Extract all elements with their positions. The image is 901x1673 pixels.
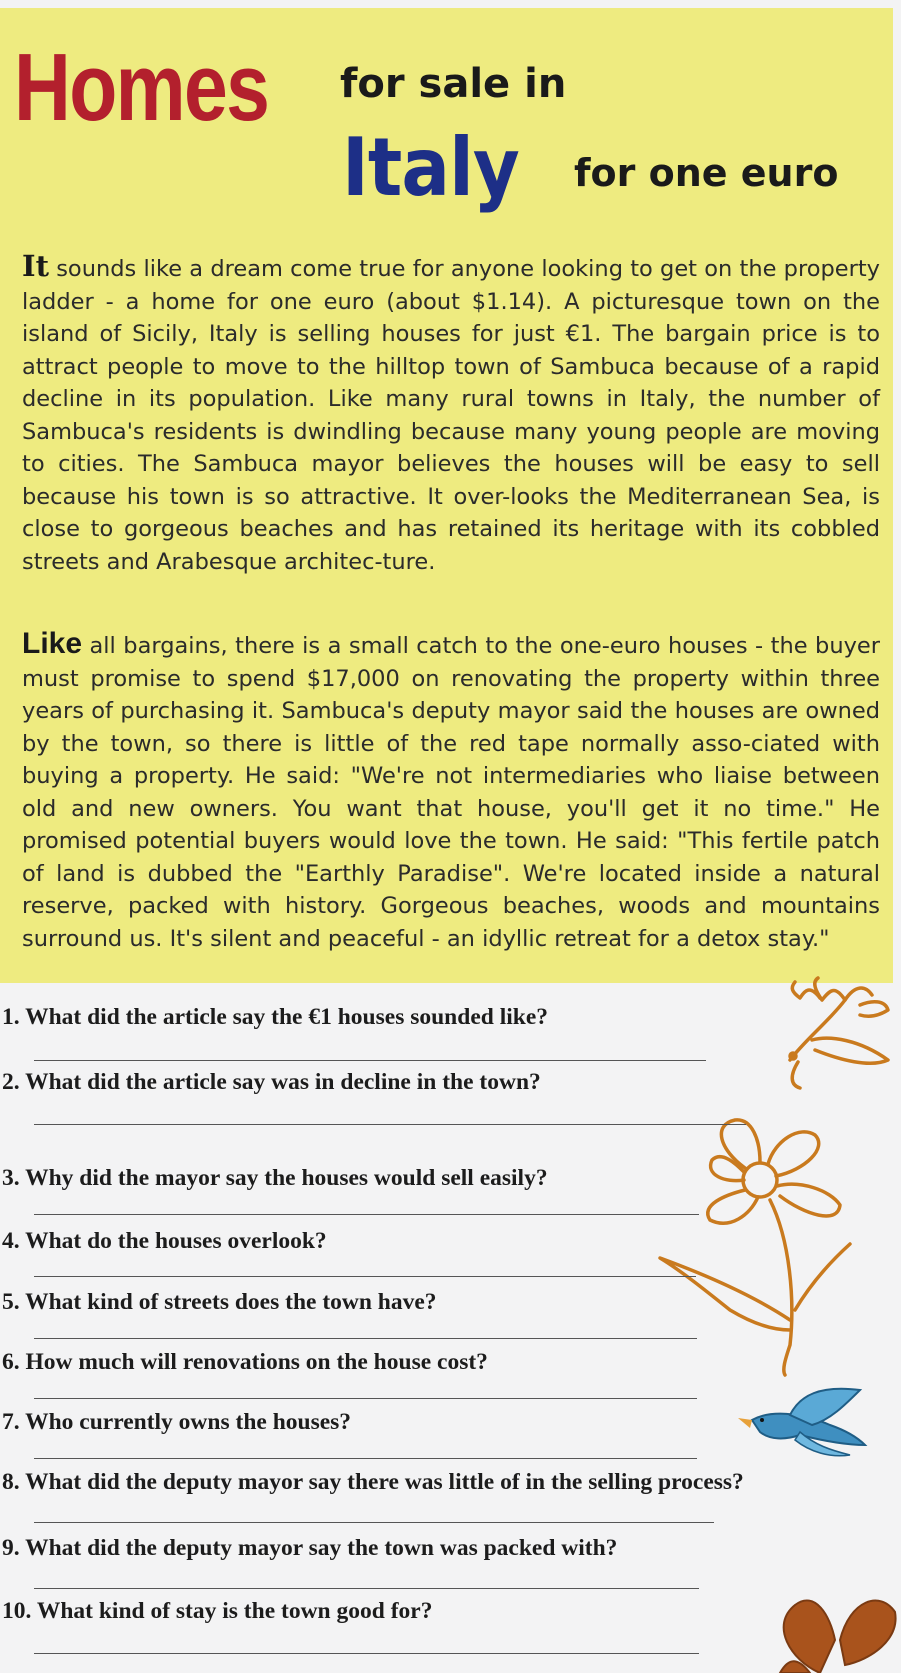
paragraph-1-text: sounds like a dream come true for anyone looking to get on the property ladder - a home for one euro (about $1.14). A picturesque town on the island of Sicily, Italy is selling houses for just €1. The bargain price is to attract people to move to the hilltop town of Sambuca because of a rapid decline in its population. Like many rural towns in Italy, the number of Sambuca's residents is dwindling because many young people are moving to cities. The Sambuca mayor believes the houses will be easy to sell because his town is so attractive. It over-looks the Mediterranean Sea, is close to gorgeous beaches and has retained its heritage with its cobbled streets and Arabesque architec-ture. (22, 256, 880, 575)
question-8: 8. What did the deputy mayor say there was little of in the selling process? (2, 1469, 744, 1495)
title-for-one-euro: for one euro (574, 151, 839, 195)
title-homes: Homes (14, 34, 269, 141)
answer-line-8[interactable] (34, 1522, 714, 1523)
answer-line-4[interactable] (34, 1276, 696, 1277)
paragraph-2-lead-word: Like (22, 627, 83, 660)
answer-line-6[interactable] (34, 1398, 697, 1399)
paragraph-1-lead-word: It (22, 249, 49, 283)
answer-line-2[interactable] (34, 1124, 746, 1125)
brown-flower-icon (780, 1600, 896, 1673)
paragraph-2-text: all bargains, there is a small catch to the one-euro houses - the buyer must promise to spend $17,000 on renovating the property within three years of purchasing it. Sambuca's deputy mayor said the houses are owned by the town, so there is little of the red tape normally asso-ciated with buying a property. He said: "We're not intermediaries who liaise between old and new owners. You want that house, you'll get it no time." He promised potential buyers would love the town. He said: "This fertile patch of land is dubbed the "Earthly Paradise". We're located inside a natural reserve, packed with history. Gorgeous beaches, woods and mountains surround us. It's silent and peaceful - an idyllic retreat for a detox stay." (22, 633, 880, 952)
question-1: 1. What did the article say the €1 houses sounded like? (2, 1004, 549, 1030)
question-4: 4. What do the houses overlook? (2, 1228, 327, 1254)
question-7: 7. Who currently owns the houses? (2, 1409, 352, 1435)
answer-line-7[interactable] (34, 1458, 697, 1459)
small-flower-icon (790, 978, 888, 1088)
question-3: 3. Why did the mayor say the houses would sell easily? (2, 1165, 548, 1191)
question-6: 6. How much will renovations on the house cost? (2, 1349, 488, 1375)
question-2: 2. What did the article say was in decline in the town? (2, 1069, 541, 1095)
question-10: 10. What kind of stay is the town good for? (2, 1598, 433, 1624)
big-flower-icon (660, 1120, 850, 1375)
bird-icon (738, 1389, 865, 1456)
question-5: 5. What kind of streets does the town have? (2, 1289, 437, 1315)
answer-line-9[interactable] (34, 1588, 699, 1589)
answer-line-1[interactable] (34, 1060, 706, 1061)
question-9: 9. What did the deputy mayor say the town was packed with? (2, 1535, 618, 1561)
answer-line-5[interactable] (34, 1338, 697, 1339)
title-for-sale-in: for sale in (340, 61, 567, 107)
title-italy: Italy (342, 121, 519, 214)
answer-line-10[interactable] (34, 1653, 699, 1654)
answer-line-3[interactable] (34, 1214, 699, 1215)
